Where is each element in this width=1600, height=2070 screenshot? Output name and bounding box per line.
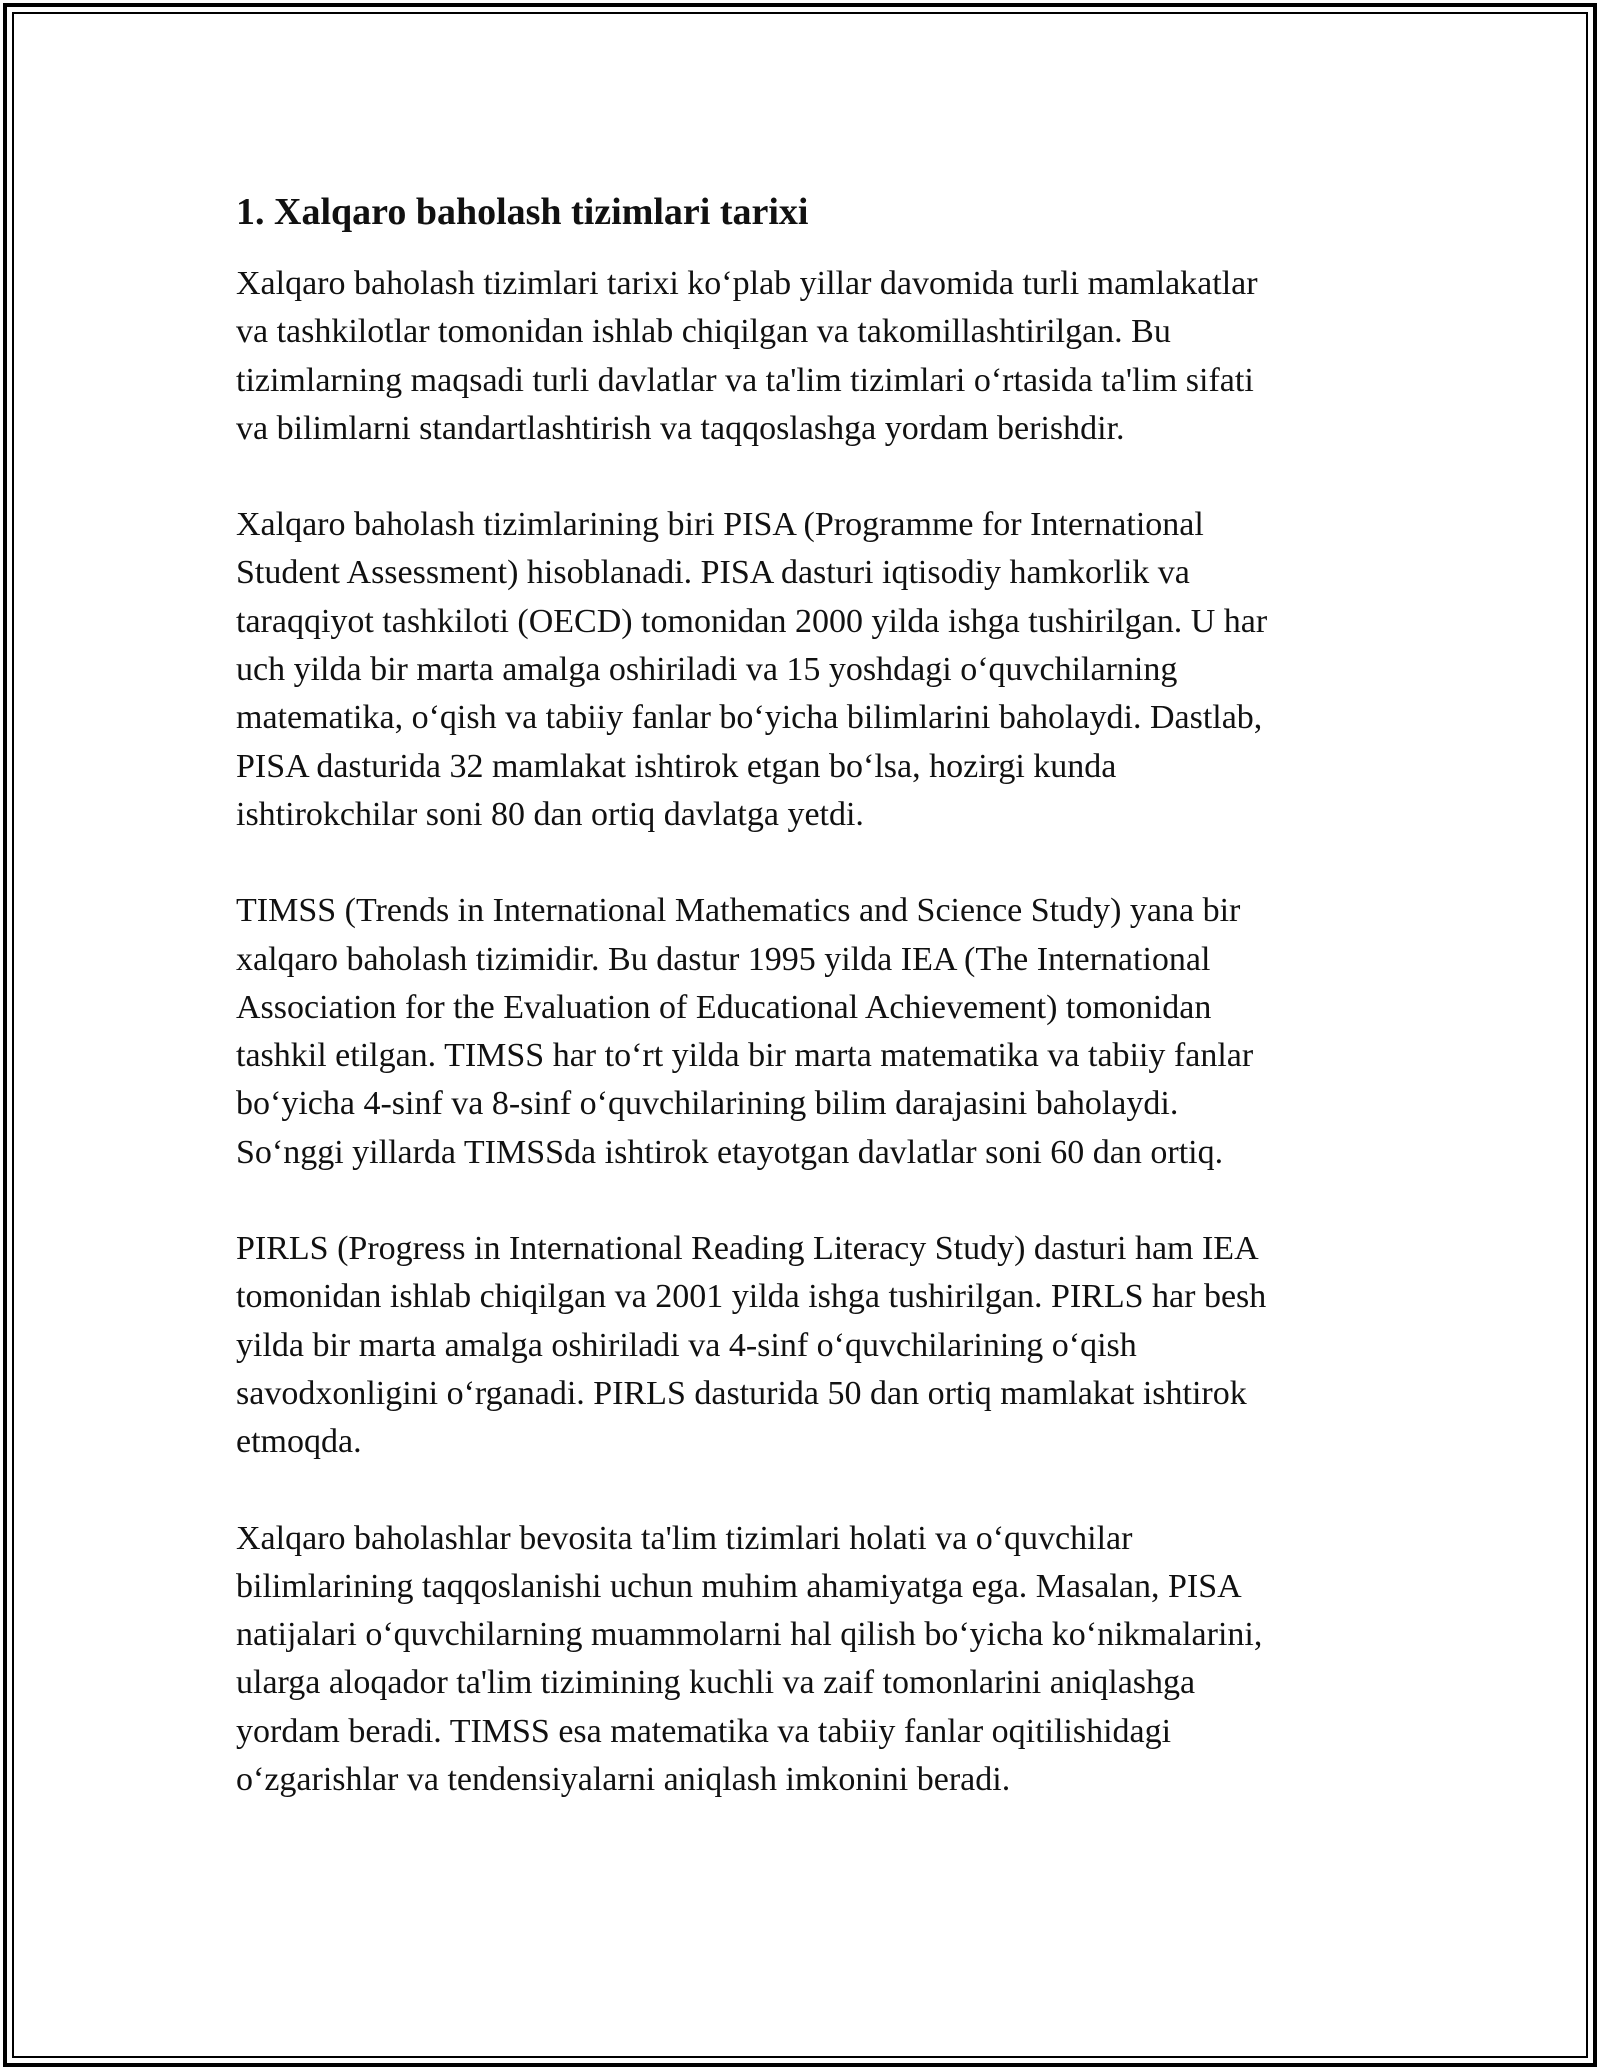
paragraph-2	[236, 501, 1356, 839]
paragraph-line: tizimlarning maqsadi turli davlatlar va ta'lim tizimlari o‘rtasida ta'lim sifati	[236, 361, 1254, 399]
paragraph-line: natijalari o‘quvchilarning muammolarni hal qilish bo‘yicha ko‘nikmalarini,	[236, 1616, 1263, 1654]
paragraph-line: xalqaro baholash tizimidir. Bu dastur 1995 yilda IEA (The International	[236, 940, 1211, 978]
paragraph-line: TIMSS (Trends in International Mathematics and Science Study) yana bir	[236, 892, 1241, 930]
section-heading: 1. Xalqaro baholash tizimlari tarixi	[236, 191, 809, 233]
paragraph-line: Xalqaro baholash tizimlari tarixi ko‘plab yillar davomida turli mamlakatlar	[236, 265, 1258, 302]
paragraph-line: uch yilda bir marta amalga oshiriladi va 15 yoshdagi o‘quvchilarning	[236, 651, 1178, 689]
paragraph-line: So‘nggi yillarda TIMSSda ishtirok etayotgan davlatlar soni 60 dan ortiq.	[236, 1133, 1224, 1171]
paragraph-line: va tashkilotlar tomonidan ishlab chiqilgan va takomillashtirilgan. Bu	[236, 313, 1171, 351]
paragraph-list	[236, 260, 1356, 1804]
paragraph-line: yilda bir marta amalga oshiriladi va 4-sinf o‘quvchilarining o‘qish	[236, 1326, 1137, 1364]
paragraph-line: o‘zgarishlar va tendensiyalarni aniqlash imkonini beradi.	[236, 1761, 1011, 1799]
paragraph-line: savodxonligini o‘rganadi. PIRLS dasturida 50 dan ortiq mamlakat ishtirok	[236, 1374, 1247, 1412]
paragraph-line: bo‘yicha 4-sinf va 8-sinf o‘quvchilarining bilim darajasini baholaydi.	[236, 1085, 1179, 1123]
paragraph-1	[236, 260, 1356, 453]
paragraph-line: Student Assessment) hisoblanadi. PISA dasturi iqtisodiy hamkorlik va	[236, 554, 1190, 592]
paragraph-line: ularga aloqador ta'lim tizimining kuchli va zaif tomonlarini aniqlashga	[236, 1664, 1196, 1702]
paragraph-line: taraqqiyot tashkiloti (OECD) tomonidan 2000 yilda ishga tushirilgan. U har	[236, 602, 1268, 640]
paragraph-line: va bilimlarni standartlashtirish va taqqoslashga yordam berishdir.	[236, 409, 1125, 447]
paragraph-line: bilimlarining taqqoslanishi uchun muhim ahamiyatga ega. Masalan, PISA	[236, 1567, 1242, 1605]
paragraph-line: Association for the Evaluation of Educational Achievement) tomonidan	[236, 988, 1212, 1026]
paragraph-line: tomonidan ishlab chiqilgan va 2001 yilda ishga tushirilgan. PIRLS har besh	[236, 1278, 1267, 1316]
paragraph-line: matematika, o‘qish va tabiiy fanlar bo‘yicha bilimlarini baholaydi. Dastlab,	[236, 699, 1263, 737]
document-body	[236, 188, 1356, 1852]
paragraph-line: Xalqaro baholash tizimlarining biri PISA (Programme for International	[236, 506, 1204, 544]
paragraph-line: PISA dasturida 32 mamlakat ishtirok etgan bo‘lsa, hozirgi kunda	[236, 747, 1117, 785]
paragraph-line: etmoqda.	[236, 1423, 362, 1461]
paragraph-4	[236, 1225, 1356, 1466]
paragraph-5	[236, 1515, 1356, 1805]
paragraph-line: yordam beradi. TIMSS esa matematika va tabiiy fanlar oqitilishidagi	[236, 1712, 1172, 1750]
paragraph-line: tashkil etilgan. TIMSS har to‘rt yilda bir marta matematika va tabiiy fanlar	[236, 1037, 1254, 1075]
paragraph-line: PIRLS (Progress in International Reading Literacy Study) dasturi ham IEA	[236, 1230, 1259, 1268]
paragraph-3	[236, 887, 1356, 1177]
paragraph-line: Xalqaro baholashlar bevosita ta'lim tizimlari holati va o‘quvchilar	[236, 1519, 1133, 1557]
paragraph-line: ishtirokchilar soni 80 dan ortiq davlatga yetdi.	[236, 795, 864, 833]
